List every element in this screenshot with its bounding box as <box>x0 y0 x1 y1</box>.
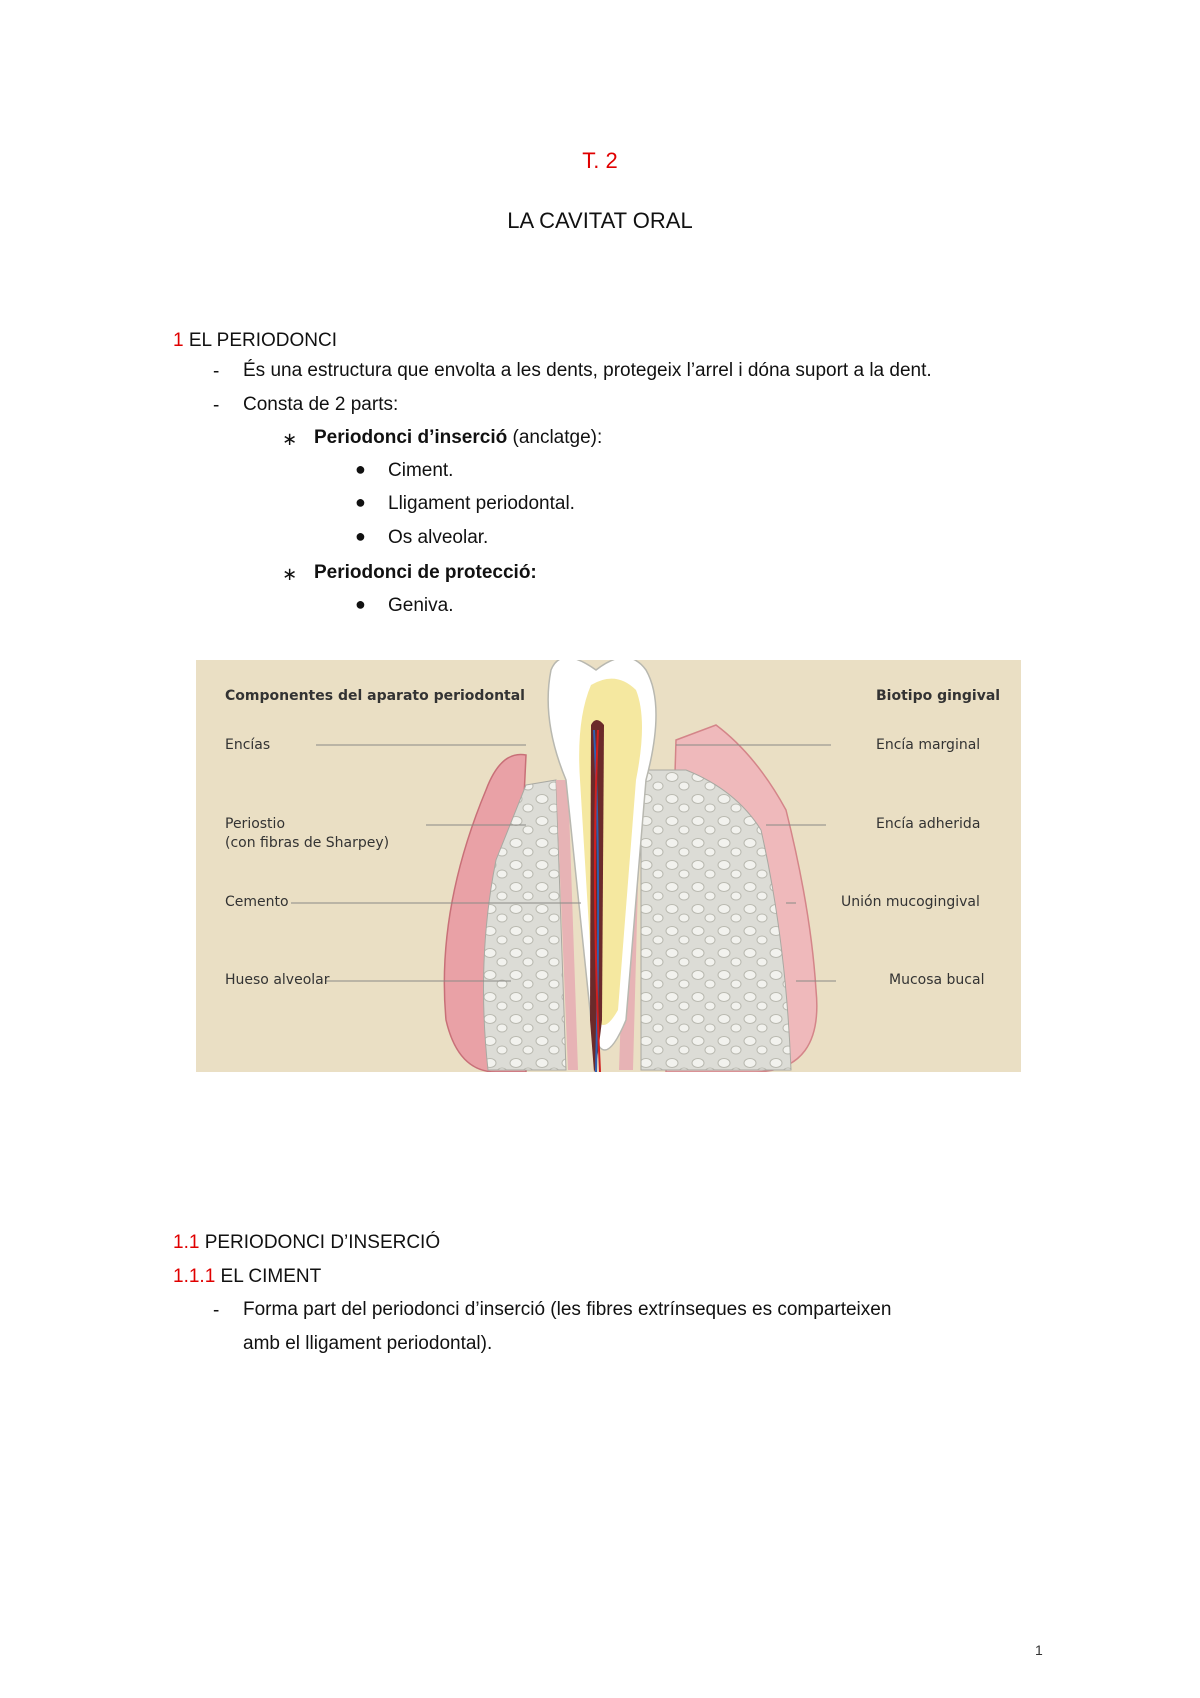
list-item <box>243 1297 1043 1323</box>
section-heading-1-1-1 <box>173 1266 321 1288</box>
figure-label: Periostio <box>225 816 286 832</box>
list-item: És una estructura que envolta a les dents, protegeix l’arrel i dóna suport a la dent. <box>243 360 932 381</box>
section-number: 1 <box>173 330 184 351</box>
periodontium-illustration <box>196 660 1021 1072</box>
dash-bullet: - <box>213 395 220 416</box>
list-item: Consta de 2 parts: <box>243 394 399 415</box>
section-title: EL CIMENT <box>220 1266 322 1287</box>
asterisk-bullet-icon: ∗ <box>282 564 298 584</box>
list-item-continued: amb el lligament periodontal). <box>243 1333 493 1354</box>
figure-label: Cemento <box>225 894 289 910</box>
figure-label: (con fibras de Sharpey) <box>225 835 390 851</box>
figure-label: Encías <box>225 737 271 753</box>
periodontium-figure <box>196 660 1021 1072</box>
dash-bullet: - <box>213 1300 220 1321</box>
figure-right-heading: Biotipo gingival <box>876 688 1001 704</box>
figure-label: Unión mucogingival <box>841 894 980 910</box>
section-heading-1 <box>173 330 337 352</box>
bullet-icon: ● <box>355 459 366 479</box>
section-title: PERIODONCI D’INSERCIÓ <box>204 1232 441 1253</box>
sub-list-item <box>314 560 537 586</box>
page-title: LA CAVITAT ORAL <box>507 208 693 233</box>
sub-sub-list-item: Geniva. <box>388 595 454 616</box>
sub-sub-list-item: Ciment. <box>388 460 454 481</box>
section-heading-1-1 <box>173 1232 440 1254</box>
part-detail: (anclatge): <box>507 427 603 448</box>
part-name: Periodonci d’inserció <box>314 427 508 448</box>
bullet-icon: ● <box>355 594 366 614</box>
topic-number: T. 2 <box>582 148 618 173</box>
section-number: 1.1.1 <box>173 1266 216 1287</box>
bullet-icon: ● <box>355 492 366 512</box>
asterisk-bullet-icon: ∗ <box>282 429 298 449</box>
list-item-line: Forma part del periodonci d’inserció (les fibres extrínseques es comparteixen <box>243 1299 892 1320</box>
dash-bullet: - <box>213 361 220 382</box>
sub-sub-list-item: Lligament periodontal. <box>388 493 575 514</box>
figure-label: Encía adherida <box>876 816 981 832</box>
part-name: Periodonci de protecció: <box>314 562 537 583</box>
section-title: EL PERIODONCI <box>188 330 338 351</box>
figure-label: Mucosa bucal <box>889 972 985 988</box>
figure-left-heading: Componentes del aparato periodontal <box>225 688 525 704</box>
sub-sub-list-item: Os alveolar. <box>388 527 489 548</box>
figure-label: Encía marginal <box>876 737 981 753</box>
page-number: 1 <box>1035 1642 1043 1658</box>
sub-list-item <box>314 425 602 451</box>
figure-label: Hueso alveolar <box>225 972 330 988</box>
bullet-icon: ● <box>355 526 366 546</box>
section-number: 1.1 <box>173 1232 200 1253</box>
